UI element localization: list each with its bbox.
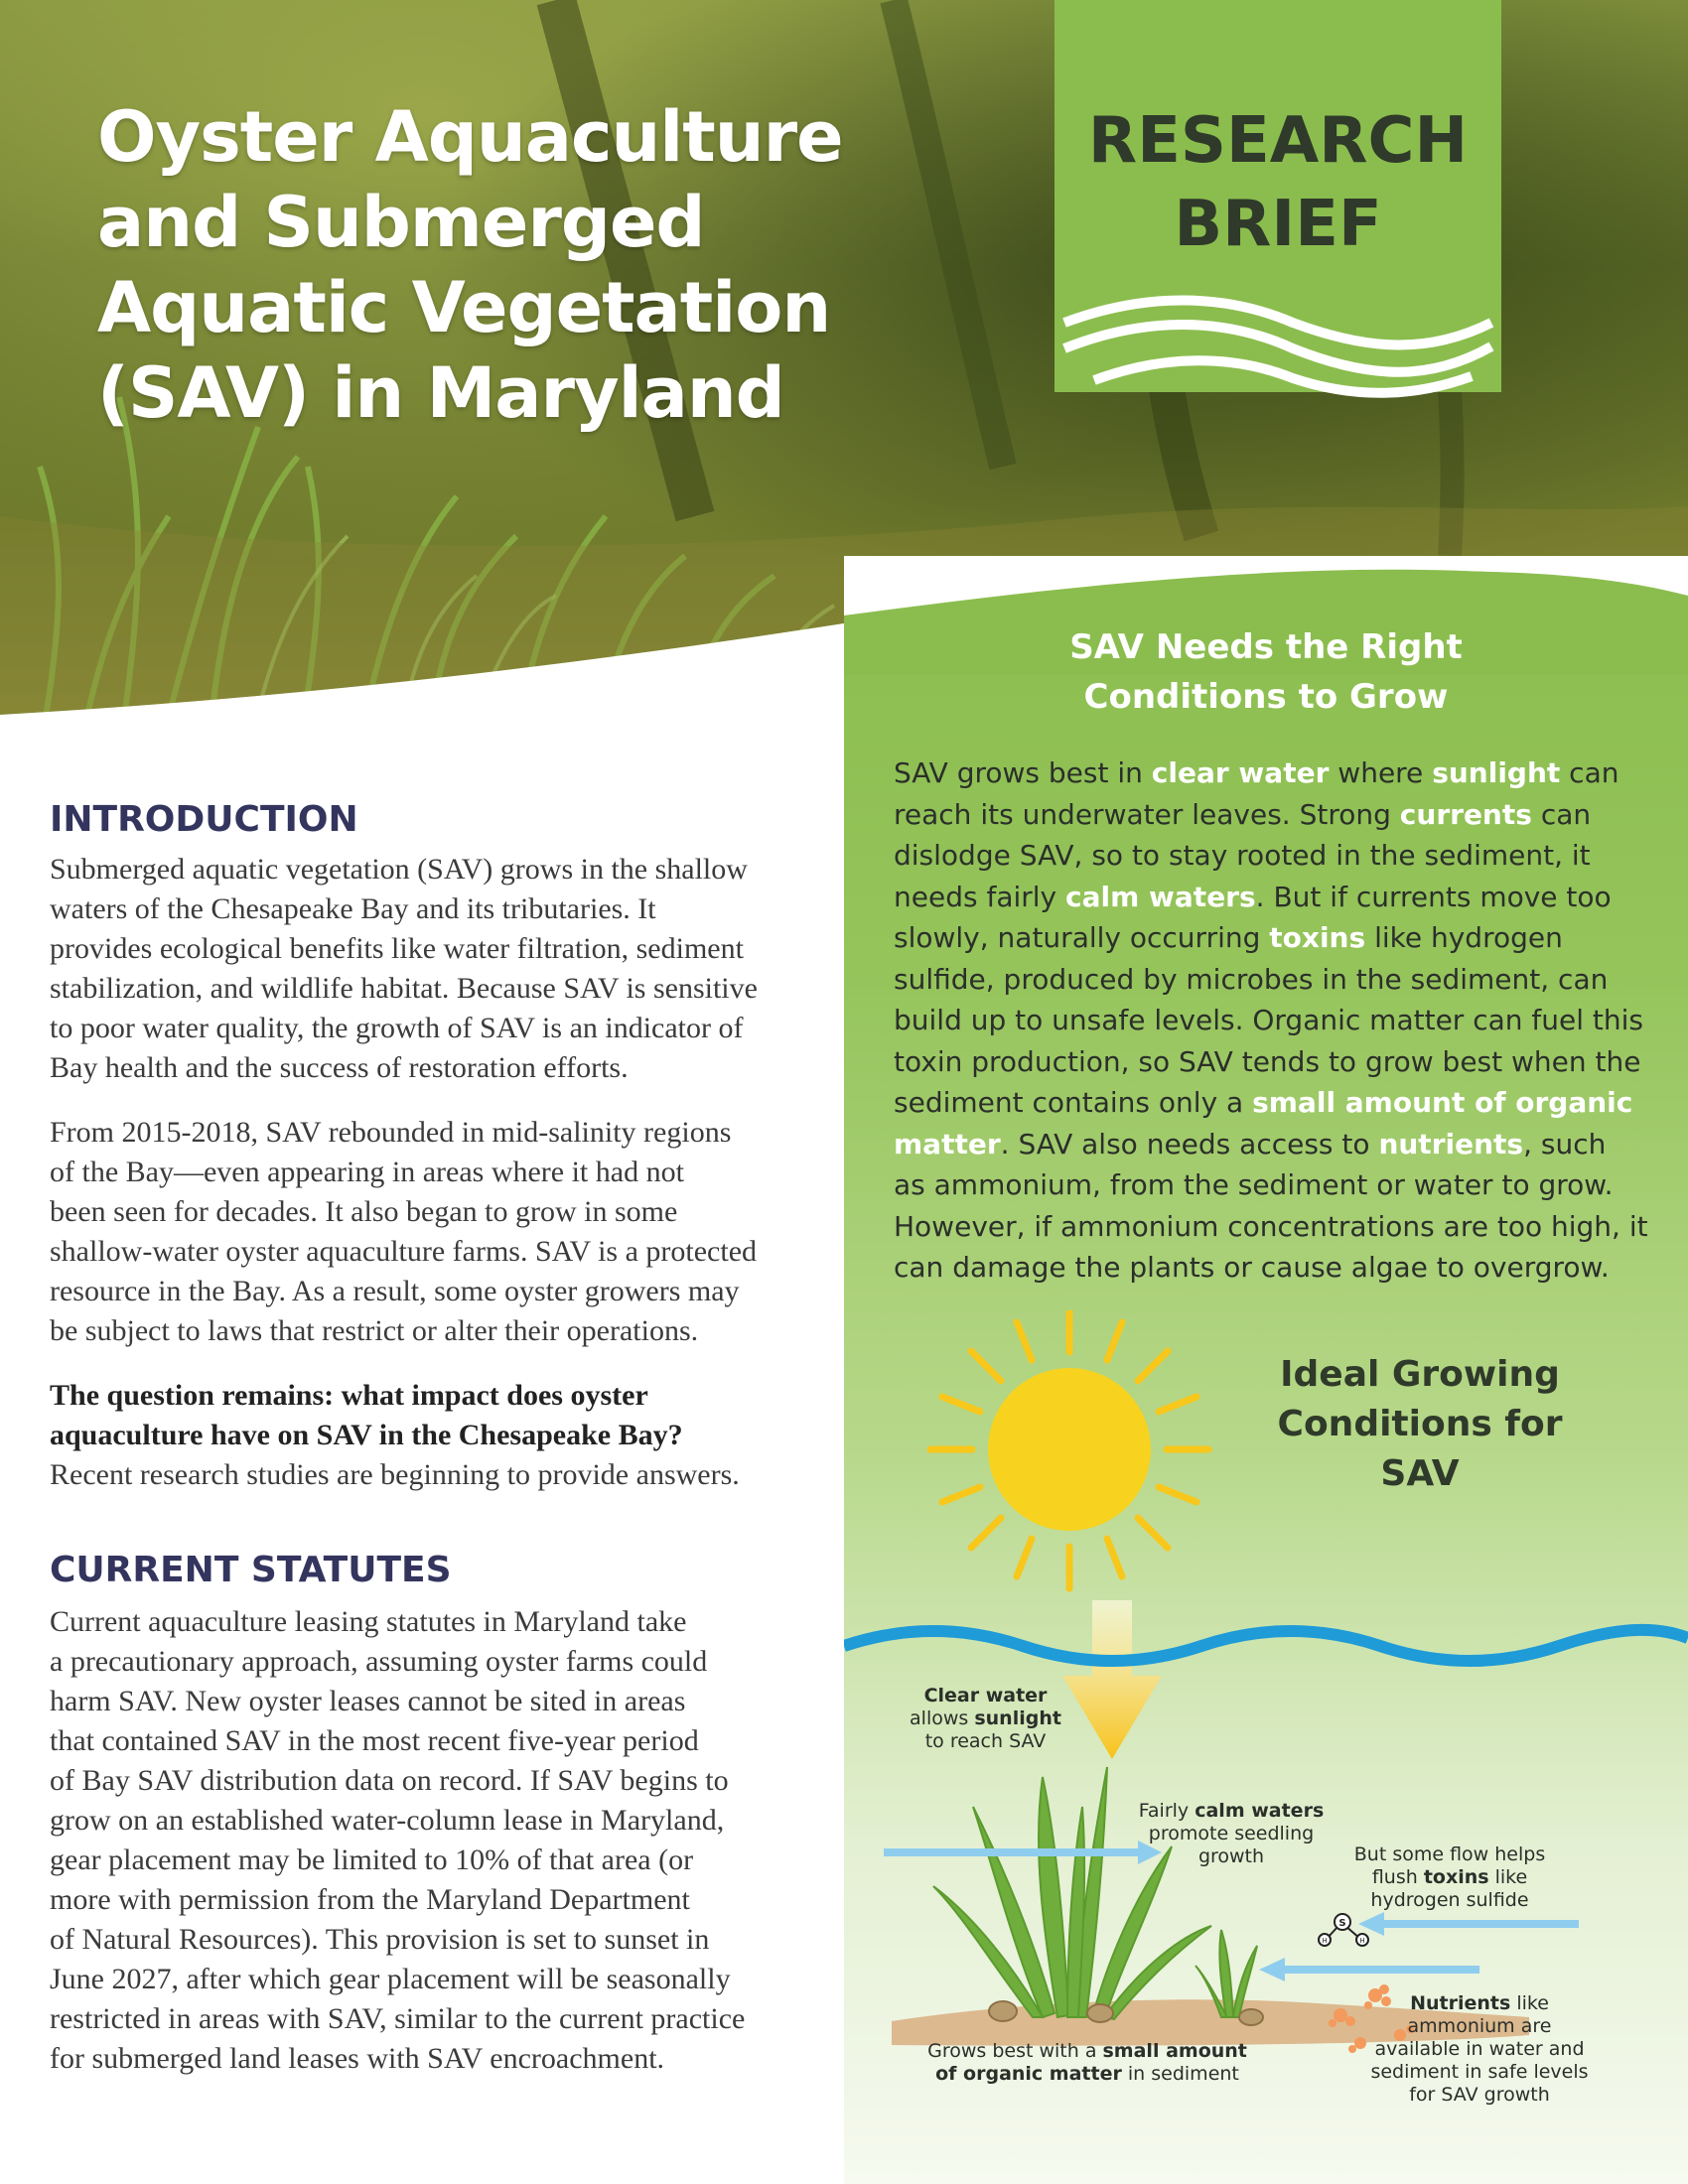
- sav-body-line: [894, 835, 1648, 877]
- sun-icon: [930, 1310, 1208, 1588]
- text-segment: where: [1329, 756, 1433, 789]
- highlighted-term: matter: [894, 1127, 1001, 1160]
- text-segment: as ammonium, from the sediment or water to grow.: [894, 1168, 1614, 1201]
- infographic-title-line: Conditions for: [1277, 1404, 1563, 1444]
- text-line: Bay health and the success of restoration efforts.: [50, 1051, 629, 1084]
- text-line: waters of the Chesapeake Bay and its tributaries. It: [50, 892, 656, 925]
- introduction-paragraph-2: [50, 1113, 757, 1351]
- text-segment: like hydrogen: [1365, 921, 1563, 954]
- text-line: of the Bay—even appearing in areas where it had not: [50, 1156, 684, 1188]
- text-segment: needs fairly: [894, 880, 1066, 913]
- text-segment: can: [1531, 797, 1592, 831]
- introduction-paragraph-1: [50, 850, 758, 1088]
- text-line: restricted in areas with SAV, similar to the current practice: [50, 2002, 746, 2035]
- wave-logo-icon: [1055, 283, 1501, 402]
- sav-body-line: [894, 1247, 1648, 1289]
- highlighted-term: clear water: [1151, 756, 1330, 789]
- sav-body-line: [894, 1082, 1648, 1124]
- text-line: more with permission from the Maryland Department: [50, 1883, 690, 1916]
- sav-body-line: [894, 1124, 1648, 1165]
- text-line: June 2027, after which gear placement will be seasonally: [50, 1963, 731, 1995]
- highlighted-term: nutrients: [1378, 1127, 1524, 1160]
- text-line: that contained SAV in the most recent five-year period: [50, 1724, 699, 1757]
- highlighted-term: sunlight: [1432, 756, 1561, 789]
- current-statutes-paragraph: [50, 1602, 745, 2079]
- introduction-heading: INTRODUCTION: [50, 799, 358, 840]
- text-line: gear placement may be limited to 10% of that area (or: [50, 1843, 694, 1876]
- title-line: Oyster Aquaculture: [97, 96, 843, 178]
- text-segment: However, if ammonium concentrations are too high, it: [894, 1209, 1648, 1243]
- text-line: of Natural Resources). This provision is set to sunset in: [50, 1923, 710, 1956]
- text-line: provides ecological benefits like water filtration, sediment: [50, 932, 744, 965]
- text-segment: slowly, naturally occurring: [894, 921, 1270, 954]
- flow-arrowhead-icon: [1259, 1958, 1285, 1981]
- highlighted-term: currents: [1399, 797, 1532, 831]
- badge-line-2: BRIEF: [1174, 188, 1382, 261]
- clear-water-label: Clear water allows sunlight to reach SAV: [910, 1685, 1061, 1752]
- text-line: been seen for decades. It also began to grow in some: [50, 1195, 678, 1228]
- molecule-label: S: [1338, 1918, 1346, 1929]
- page-title: [97, 94, 941, 436]
- water-surface-icon: [844, 1630, 1688, 1661]
- research-brief-badge: [1055, 0, 1501, 392]
- text-segment: , such: [1523, 1127, 1607, 1160]
- sav-panel-heading: [1013, 622, 1519, 722]
- sav-body-line: [894, 1206, 1648, 1248]
- introduction-question: [50, 1376, 740, 1495]
- calm-waters-label: Fairly calm waters promote seedling growth: [1138, 1800, 1325, 1867]
- current-statutes-heading: CURRENT STATUTES: [50, 1550, 452, 1590]
- highlighted-term: small amount of organic: [1252, 1086, 1633, 1119]
- text-segment: SAV grows best in: [894, 756, 1152, 789]
- flow-arrowhead-icon: [1358, 1912, 1384, 1936]
- text-segment: reach its underwater leaves. Strong: [894, 797, 1400, 831]
- sav-body-line: [894, 959, 1648, 1001]
- sav-body-line: [894, 1000, 1648, 1041]
- sav-panel-body: [894, 752, 1648, 1289]
- highlighted-term: toxins: [1269, 921, 1366, 954]
- organic-matter-label: Grows best with a small amount of organic matter in sediment: [927, 2040, 1247, 2085]
- infographic-title-line: Ideal Growing: [1280, 1354, 1560, 1395]
- text-segment: build up to unsafe levels. Organic matter can fuel this: [894, 1004, 1644, 1036]
- sav-body-line: [894, 877, 1648, 918]
- sav-heading-line: SAV Needs the Right: [1069, 627, 1463, 667]
- text-line: harm SAV. New oyster leases cannot be sited in areas: [50, 1685, 686, 1717]
- text-line: be subject to laws that restrict or alter their operations.: [50, 1314, 699, 1347]
- flow-toxins-label: But some flow helps flush toxins like hydrogen sulfide: [1353, 1843, 1546, 1911]
- text-line: Recent research studies are beginning to provide answers.: [50, 1458, 740, 1491]
- infographic-title-line: SAV: [1380, 1453, 1460, 1494]
- text-line: stabilization, and wildlife habitat. Because SAV is sensitive: [50, 972, 758, 1005]
- title-line: and Submerged: [97, 182, 705, 263]
- sav-body-line: [894, 917, 1648, 959]
- text-line: grow on an established water-column lease in Maryland,: [50, 1804, 725, 1837]
- sunlight-arrow-icon: [1062, 1600, 1162, 1759]
- text-line: Current aquaculture leasing statutes in Maryland take: [50, 1605, 687, 1638]
- sav-body-line: [894, 794, 1648, 836]
- text-segment: can: [1560, 756, 1619, 789]
- text-segment: sulfide, produced by microbes in the sediment, can: [894, 962, 1609, 996]
- hydrogen-sulfide-molecule-icon: [1319, 1914, 1368, 1946]
- text-segment: . But if currents move too: [1255, 880, 1612, 913]
- text-line: to poor water quality, the growth of SAV is an indicator of: [50, 1012, 744, 1044]
- nutrients-label: Nutrients like ammonium are available in water and sediment in safe levels for SAV growth: [1370, 1992, 1589, 2106]
- molecule-label: H: [1322, 1937, 1328, 1945]
- title-line: Aquatic Vegetation: [97, 267, 831, 348]
- text-segment: toxin production, so SAV tends to grow best when the: [894, 1044, 1641, 1078]
- text-line: resource in the Bay. As a result, some oyster growers may: [50, 1275, 740, 1307]
- molecule-label: H: [1359, 1937, 1365, 1945]
- text-line: shallow-water oyster aquaculture farms. SAV is a protected: [50, 1235, 758, 1268]
- text-line: for submerged land leases with SAV encroachment.: [50, 2042, 665, 2075]
- sav-heading-line: Conditions to Grow: [1083, 677, 1449, 717]
- sav-body-line: [894, 1164, 1648, 1206]
- text-segment: can damage the plants or cause algae to overgrow.: [894, 1251, 1610, 1284]
- text-line: of Bay SAV distribution data on record. If SAV begins to: [50, 1764, 729, 1797]
- question-line: aquaculture have on SAV in the Chesapeake Bay?: [50, 1419, 683, 1451]
- text-line: Submerged aquatic vegetation (SAV) grows in the shallow: [50, 853, 748, 886]
- text-segment: sediment contains only a: [894, 1086, 1253, 1119]
- question-line: The question remains: what impact does oyster: [50, 1379, 648, 1412]
- badge-line-1: RESEARCH: [1087, 104, 1469, 178]
- text-line: a precautionary approach, assuming oyster farms could: [50, 1645, 708, 1678]
- text-segment: . SAV also needs access to: [1000, 1127, 1379, 1160]
- sav-body-line: [894, 1041, 1648, 1083]
- text-line: From 2015-2018, SAV rebounded in mid-salinity regions: [50, 1116, 732, 1149]
- highlighted-term: calm waters: [1065, 880, 1256, 913]
- title-line: (SAV) in Maryland: [97, 352, 784, 434]
- sav-body-line: [894, 752, 1648, 794]
- text-segment: dislodge SAV, so to stay rooted in the sediment, it: [894, 839, 1591, 872]
